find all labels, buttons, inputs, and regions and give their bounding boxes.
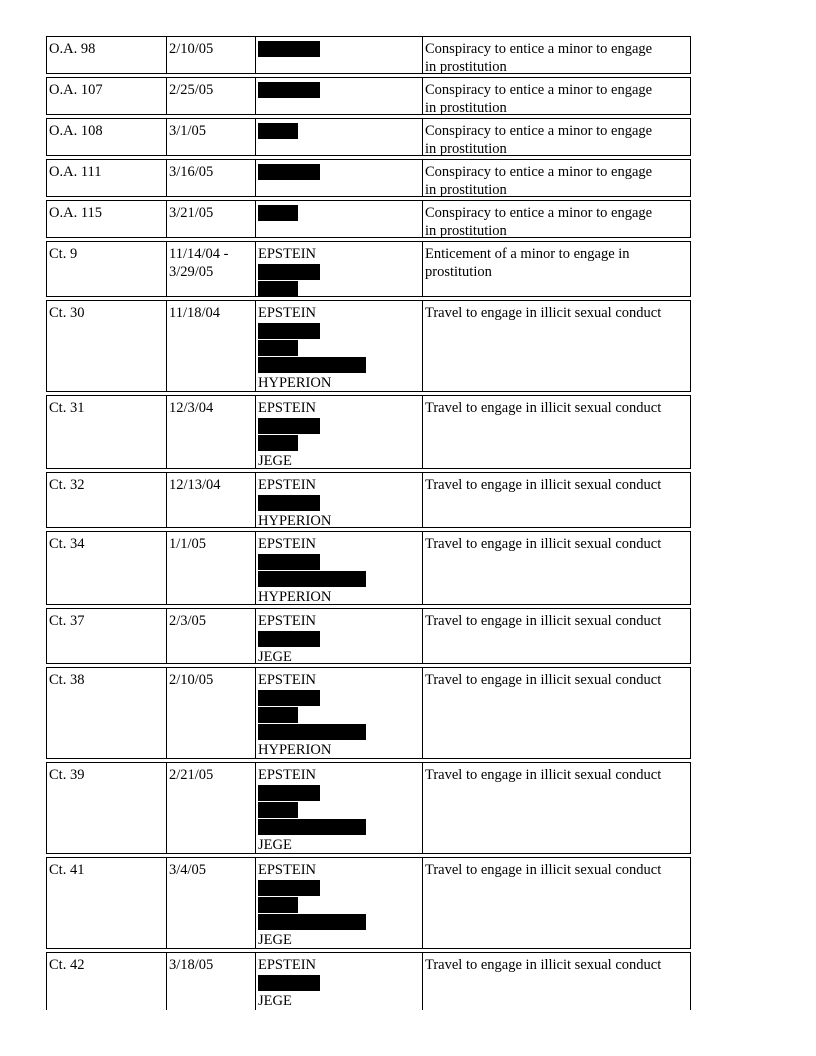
table-row: [46, 118, 691, 156]
offense-text: Enticement of a minor to engage in: [425, 246, 630, 262]
redaction-bar: [258, 357, 366, 373]
count-id-cell: [47, 396, 167, 468]
party-name: JEGE: [258, 453, 292, 469]
table-row: [46, 762, 691, 854]
offense-text: prostitution: [425, 264, 492, 280]
redaction-bar: [258, 631, 320, 647]
parties-cell: [256, 396, 423, 468]
date-text: 12/13/04: [169, 477, 221, 493]
redaction-bar: [258, 123, 298, 139]
count-id: Ct. 34: [49, 536, 85, 552]
count-id-cell: [47, 201, 167, 237]
count-id-cell: [47, 37, 167, 73]
offense-text: Travel to engage in illicit sexual conduct: [425, 672, 662, 688]
redaction-bar: [258, 41, 320, 57]
count-id-cell: [47, 609, 167, 663]
offense-text: in prostitution: [425, 141, 507, 157]
party-name: EPSTEIN: [258, 957, 316, 973]
table-row: [46, 531, 691, 605]
offense-cell: [423, 78, 690, 114]
count-id: Ct. 37: [49, 613, 85, 629]
parties-cell: [256, 858, 423, 948]
redaction-bar: [258, 205, 298, 221]
table-row: [46, 952, 691, 1010]
parties-cell: [256, 119, 423, 155]
date-text: 3/29/05: [169, 264, 214, 280]
party-name: EPSTEIN: [258, 477, 316, 493]
count-id-cell: [47, 301, 167, 391]
table-row: [46, 241, 691, 297]
offense-cell: [423, 473, 690, 527]
table-row: [46, 159, 691, 197]
count-id-cell: [47, 668, 167, 758]
offense-cell: [423, 668, 690, 758]
redaction-bar: [258, 323, 320, 339]
date-text: 2/10/05: [169, 672, 214, 688]
offense-cell: [423, 858, 690, 948]
party-name: EPSTEIN: [258, 672, 316, 688]
offense-text: in prostitution: [425, 182, 507, 198]
offense-text: in prostitution: [425, 59, 507, 75]
date-cell: [167, 242, 256, 296]
date-text: 12/3/04: [169, 400, 214, 416]
redaction-bar: [258, 785, 320, 801]
date-cell: [167, 78, 256, 114]
party-name: JEGE: [258, 993, 292, 1009]
redaction-bar: [258, 435, 298, 451]
party-name: EPSTEIN: [258, 536, 316, 552]
offense-cell: [423, 242, 690, 296]
offense-text: Travel to engage in illicit sexual conduct: [425, 536, 662, 552]
table-row: [46, 472, 691, 528]
count-id: Ct. 30: [49, 305, 85, 321]
offense-text: Conspiracy to entice a minor to engage: [425, 164, 653, 180]
redaction-bar: [258, 724, 366, 740]
redaction-bar: [258, 264, 320, 280]
offense-text: in prostitution: [425, 223, 507, 239]
count-id: Ct. 41: [49, 862, 85, 878]
party-name: EPSTEIN: [258, 613, 316, 629]
redaction-bar: [258, 495, 320, 511]
table-row: [46, 77, 691, 115]
party-name: HYPERION: [258, 589, 332, 605]
count-id: O.A. 108: [49, 123, 103, 139]
redaction-bar: [258, 975, 320, 991]
count-id: Ct. 31: [49, 400, 85, 416]
party-name: JEGE: [258, 932, 292, 948]
count-id: Ct. 32: [49, 477, 85, 493]
offense-text: Travel to engage in illicit sexual conduct: [425, 767, 662, 783]
redaction-bar: [258, 897, 298, 913]
count-id: Ct. 9: [49, 246, 78, 262]
date-cell: [167, 301, 256, 391]
parties-cell: [256, 763, 423, 853]
parties-cell: [256, 201, 423, 237]
parties-cell: [256, 473, 423, 527]
parties-cell: [256, 532, 423, 604]
party-name: EPSTEIN: [258, 305, 316, 321]
offense-cell: [423, 301, 690, 391]
date-cell: [167, 668, 256, 758]
date-cell: [167, 119, 256, 155]
redaction-bar: [258, 914, 366, 930]
date-cell: [167, 858, 256, 948]
redaction-bar: [258, 164, 320, 180]
date-cell: [167, 609, 256, 663]
offense-cell: [423, 37, 690, 73]
party-name: EPSTEIN: [258, 246, 316, 262]
date-cell: [167, 953, 256, 1010]
redaction-bar: [258, 707, 298, 723]
offense-text: Conspiracy to entice a minor to engage: [425, 123, 653, 139]
redaction-bar: [258, 819, 366, 835]
offense-text: Travel to engage in illicit sexual conduct: [425, 957, 662, 973]
count-id-cell: [47, 858, 167, 948]
redaction-bar: [258, 554, 320, 570]
count-id-cell: [47, 473, 167, 527]
date-text: 3/16/05: [169, 164, 214, 180]
date-cell: [167, 763, 256, 853]
redaction-bar: [258, 418, 320, 434]
parties-cell: [256, 953, 423, 1010]
date-text: 3/1/05: [169, 123, 207, 139]
count-id-cell: [47, 242, 167, 296]
date-text: 3/18/05: [169, 957, 214, 973]
count-id-cell: [47, 160, 167, 196]
date-cell: [167, 473, 256, 527]
count-id: Ct. 38: [49, 672, 85, 688]
redaction-bar: [258, 340, 298, 356]
date-cell: [167, 201, 256, 237]
parties-cell: [256, 37, 423, 73]
offense-text: Travel to engage in illicit sexual conduct: [425, 477, 662, 493]
parties-cell: [256, 78, 423, 114]
table-row: [46, 667, 691, 759]
party-name: JEGE: [258, 837, 292, 853]
redaction-bar: [258, 82, 320, 98]
offense-text: Conspiracy to entice a minor to engage: [425, 205, 653, 221]
count-id: O.A. 115: [49, 205, 103, 221]
offense-cell: [423, 609, 690, 663]
offense-cell: [423, 532, 690, 604]
offense-cell: [423, 763, 690, 853]
offense-text: Travel to engage in illicit sexual conduct: [425, 400, 662, 416]
count-id-cell: [47, 763, 167, 853]
parties-cell: [256, 668, 423, 758]
redaction-bar: [258, 571, 366, 587]
redaction-bar: [258, 880, 320, 896]
offense-text: Travel to engage in illicit sexual conduct: [425, 613, 662, 629]
offense-cell: [423, 201, 690, 237]
table-row: [46, 395, 691, 469]
date-cell: [167, 160, 256, 196]
offense-cell: [423, 953, 690, 1010]
offense-cell: [423, 160, 690, 196]
date-text: 11/14/04 -: [169, 246, 229, 262]
offense-text: Travel to engage in illicit sexual conduct: [425, 862, 662, 878]
date-cell: [167, 396, 256, 468]
table-row: [46, 200, 691, 238]
count-id-cell: [47, 532, 167, 604]
date-text: 3/4/05: [169, 862, 207, 878]
offense-text: Conspiracy to entice a minor to engage: [425, 41, 653, 57]
date-cell: [167, 532, 256, 604]
redaction-bar: [258, 690, 320, 706]
count-id: Ct. 39: [49, 767, 85, 783]
date-text: 2/10/05: [169, 41, 214, 57]
table-row: [46, 857, 691, 949]
count-id: O.A. 107: [49, 82, 103, 98]
date-text: 11/18/04: [169, 305, 221, 321]
offense-cell: [423, 396, 690, 468]
offense-text: in prostitution: [425, 100, 507, 116]
count-id-cell: [47, 119, 167, 155]
date-text: 2/3/05: [169, 613, 207, 629]
parties-cell: [256, 160, 423, 196]
redaction-bar: [258, 281, 298, 297]
party-name: HYPERION: [258, 742, 332, 758]
date-text: 2/25/05: [169, 82, 214, 98]
parties-cell: [256, 242, 423, 296]
party-name: EPSTEIN: [258, 767, 316, 783]
count-id-cell: [47, 78, 167, 114]
offense-text: Conspiracy to entice a minor to engage: [425, 82, 653, 98]
table-row: [46, 36, 691, 74]
table-row: [46, 300, 691, 392]
parties-cell: [256, 301, 423, 391]
party-name: EPSTEIN: [258, 400, 316, 416]
date-text: 3/21/05: [169, 205, 214, 221]
date-text: 2/21/05: [169, 767, 214, 783]
party-name: HYPERION: [258, 375, 332, 391]
party-name: JEGE: [258, 649, 292, 665]
count-id: O.A. 98: [49, 41, 96, 57]
date-cell: [167, 37, 256, 73]
charges-table: [46, 36, 691, 1010]
party-name: HYPERION: [258, 513, 332, 529]
table-row: [46, 608, 691, 664]
party-name: EPSTEIN: [258, 862, 316, 878]
count-id-cell: [47, 953, 167, 1010]
count-id: O.A. 111: [49, 164, 102, 180]
offense-cell: [423, 119, 690, 155]
offense-text: Travel to engage in illicit sexual conduct: [425, 305, 662, 321]
redaction-bar: [258, 802, 298, 818]
parties-cell: [256, 609, 423, 663]
date-text: 1/1/05: [169, 536, 207, 552]
count-id: Ct. 42: [49, 957, 85, 973]
